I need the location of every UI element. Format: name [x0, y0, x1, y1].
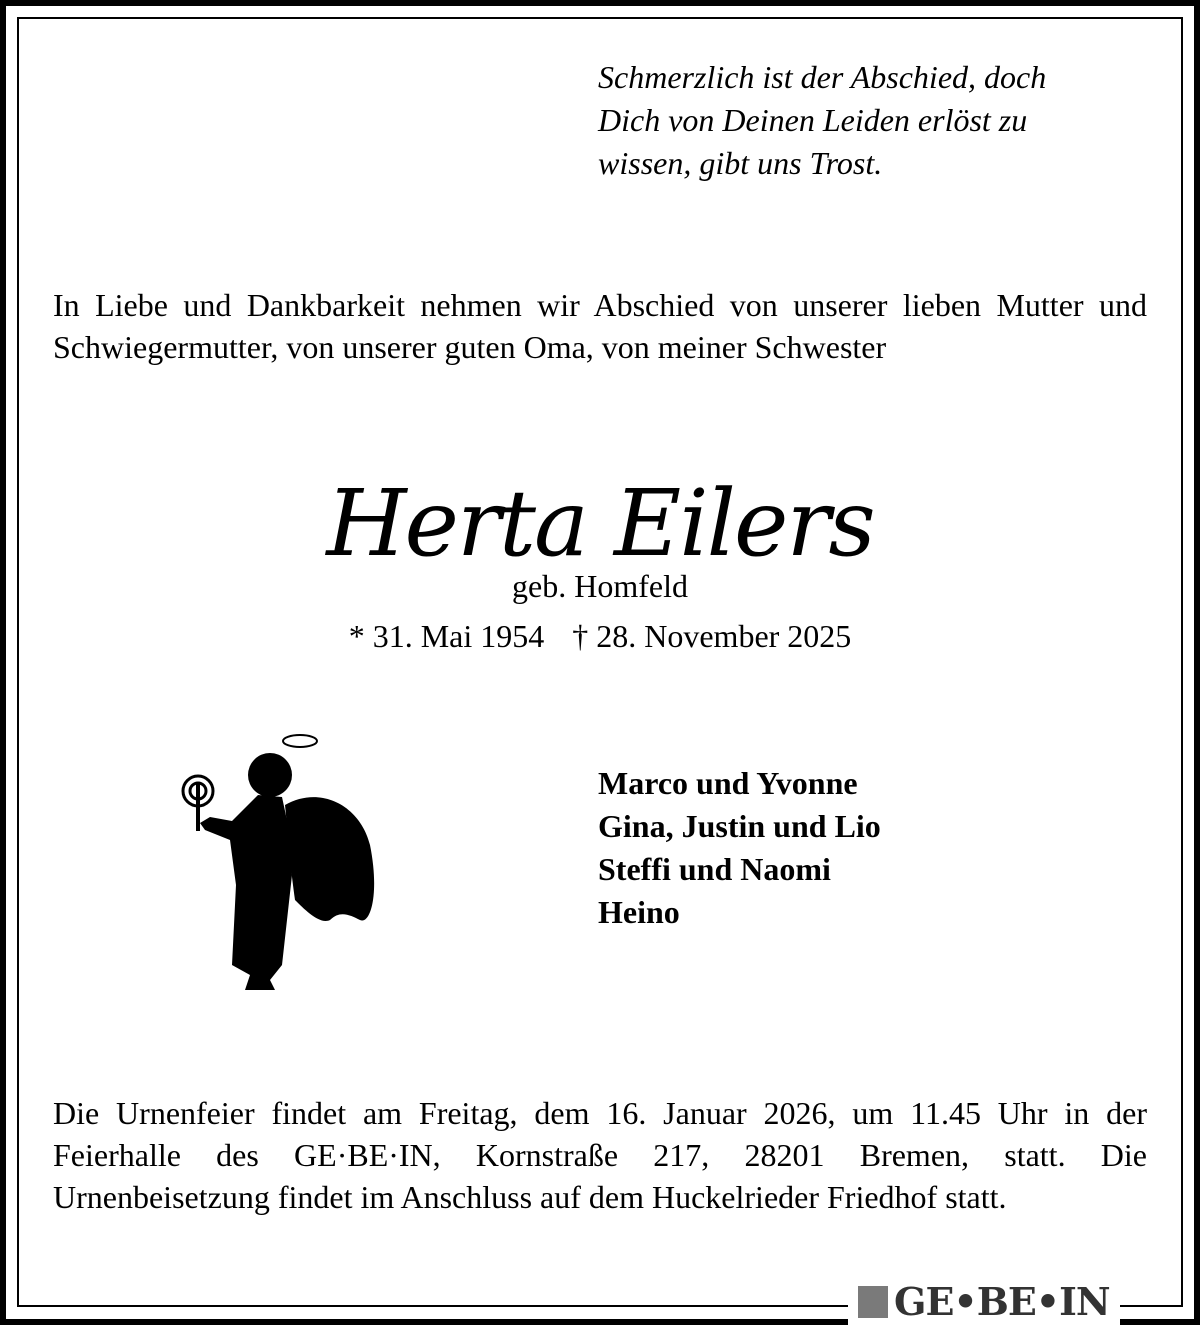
maiden-name: geb. Homfeld [512, 568, 688, 604]
motto [598, 56, 1046, 185]
motto-line: wissen, gibt uns Trost. [598, 145, 883, 181]
logo-mark-icon [858, 1286, 888, 1318]
family-member: Gina, Justin und Lio [598, 808, 881, 844]
logo-text: GE•BE•IN [894, 1279, 1110, 1324]
deceased-name: Herta Eilers [326, 470, 874, 577]
gebein-logo [848, 1278, 1120, 1325]
death-date: † 28. November 2025 [572, 618, 852, 654]
family-member: Heino [598, 894, 680, 930]
angel-icon [170, 725, 380, 995]
service-info: Die Urnenfeier findet am Freitag, dem 16. Januar 2026, um 11.45 Uhr in der Feierhalle des GE·BE·IN, Kornstraße 217, 28201 Bremen, statt. Die Urnenbeisetzung findet im Anschluss auf dem Huckelrieder Friedhof statt. [53, 1095, 1147, 1215]
life-dates [0, 618, 1200, 655]
birth-date: * 31. Mai 1954 [348, 618, 545, 654]
family-list [598, 762, 881, 934]
family-member: Steffi und Naomi [598, 851, 831, 887]
family-member: Marco und Yvonne [598, 765, 858, 801]
intro-text: In Liebe und Dankbarkeit nehmen wir Abschied von unserer lieben Mutter und Schwiegermutter, von unserer guten Oma, von meiner Schwester [53, 287, 1147, 365]
motto-line: Dich von Deinen Leiden erlöst zu [598, 102, 1028, 138]
motto-line: Schmerzlich ist der Abschied, doch [598, 59, 1047, 95]
